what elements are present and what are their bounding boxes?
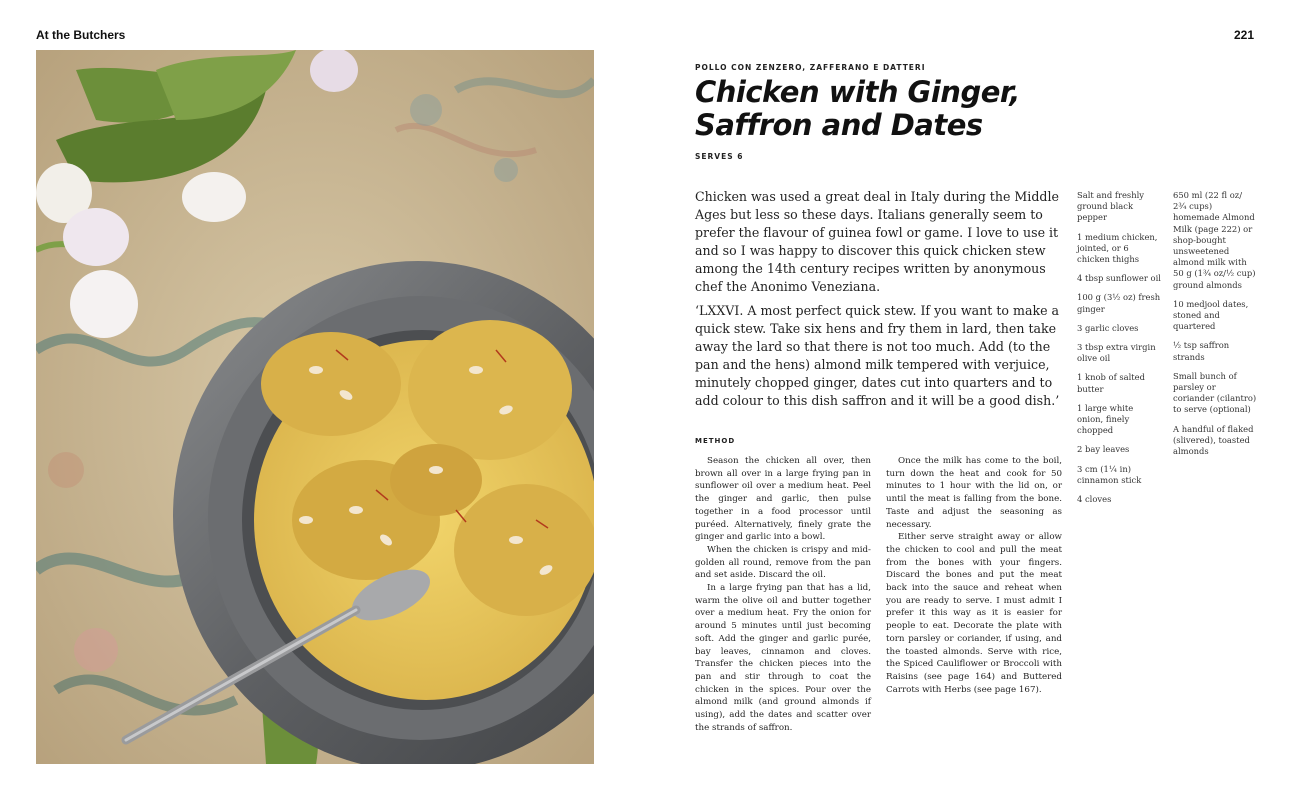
page-number: 221 — [1233, 28, 1254, 42]
ingredient-item: Small bunch of parsley or coriander (cilantro) to serve (optional) — [1173, 370, 1257, 415]
ingredient-item: 2 bay leaves — [1077, 444, 1130, 455]
ingredient-item: 100 g (3½ oz) fresh ginger — [1077, 292, 1161, 314]
ingredient-item: 3 garlic cloves — [1077, 322, 1139, 333]
photo-chicken-stew-icon — [36, 50, 594, 764]
method-step: Once the milk has come to the boil, turn down the heat and cook for 50 minutes to 1 hour with the lid on, or until the meat is falling from the bone. Taste and adjust the seasoning as necessary. — [886, 456, 1062, 530]
ingredient-item: 650 ml (22 fl oz/ 2¾ cups) homemade Almond Milk (page 222) or shop-bought unsweetened almond milk with 50 g (1¾ oz/½ cup) ground almonds — [1173, 190, 1256, 290]
method-step: Either serve straight away or allow the chicken to cool and pull the meat from the bones with your fingers. Discard the bones and put the meat back into the sauce and reheat when you are ready to serve. I must admit I prefer it this way as it is easier for people to eat. Decorate the plate with torn parsley or coriander, if using, and the toasted almonds. Serve with rice, the Spiced Cauliflower or Broccoli with Raisins (see page 164) and Buttered Carrots with Herbs (see page 167). — [886, 532, 1062, 695]
recipe-title-line2: Saffron and Dates — [695, 108, 983, 142]
ingredient-item: 1 large white onion, finely chopped — [1077, 402, 1134, 436]
method-column-1 — [695, 455, 871, 734]
method-step: In a large frying pan that has a lid, warm the olive oil and butter together over a medium heat. Fry the onion for around 5 minutes until just becoming soft. Add the ginger and garlic purée, bay leaves, cinnamon and cloves. Transfer the chicken pieces into the pan and stir through to coat the chicken in the spices. Pour over the almond milk (and ground almonds if using), add the dates and scatter over the strands of saffron. — [695, 583, 871, 733]
ingredient-item: 10 medjool dates, stoned and quartered — [1173, 298, 1249, 332]
recipe-title — [695, 76, 1115, 142]
ingredients-column-1 — [1077, 190, 1162, 513]
ingredient-item: 4 tbsp sunflower oil — [1077, 273, 1161, 284]
serves: SERVES 6 — [695, 152, 744, 161]
ingredient-item: 3 cm (1¼ in) cinnamon stick — [1077, 463, 1142, 485]
method-heading: METHOD — [695, 437, 736, 445]
ingredient-item: A handful of flaked (slivered), toasted almonds — [1173, 423, 1254, 457]
ingredient-item: 3 tbsp extra virgin olive oil — [1077, 342, 1156, 364]
ingredient-item: 1 knob of salted butter — [1077, 372, 1145, 394]
ingredients-column-2 — [1173, 190, 1258, 465]
ingredient-item: 4 cloves — [1077, 494, 1112, 505]
recipe-photo — [36, 50, 594, 764]
intro-paragraph: Chicken was used a great deal in Italy during the Middle Ages but less so these days. Italians generally seem to prefer the flavour of guinea fowl or game. I love to use it and so I was happy to discover this quick chicken stew among the 14th century recipes written by anonymous chef the Anonimo Veneziana. — [695, 189, 1059, 294]
running-head: At the Butchers — [36, 28, 126, 42]
method-step: Season the chicken all over, then brown all over in a large frying pan in sunflower oil over a medium heat. Peel the ginger and garlic, then pulse together in a food processor until puréed. Alternatively, finely grate the ginger and garlic into a bowl. — [695, 456, 871, 543]
italian-title: POLLO CON ZENZERO, ZAFFERANO E DATTERI — [695, 63, 926, 72]
ingredient-item: Salt and freshly ground black pepper — [1077, 190, 1145, 223]
recipe-title-line1: Chicken with Ginger, — [695, 75, 1020, 109]
method-step: When the chicken is crispy and mid-golden all round, remove from the pan and set aside. Discard the oil. — [695, 544, 871, 581]
historic-quote: ‘LXXVI. A most perfect quick stew. If you want to make a quick stew. Take six hens and fry them in lard, then take away the lard so that there is not too much. Add (to the pan and the hens) almond milk tempered with verjuice, minutely chopped ginger, dates cut into quarters and to add colour to this dish saffron and it will be a good dish.’ — [695, 303, 1060, 408]
ingredient-item: ½ tsp saffron strands — [1173, 340, 1230, 362]
method-column-2 — [886, 455, 1062, 696]
ingredient-item: 1 medium chicken, jointed, or 6 chicken thighs — [1077, 231, 1158, 265]
